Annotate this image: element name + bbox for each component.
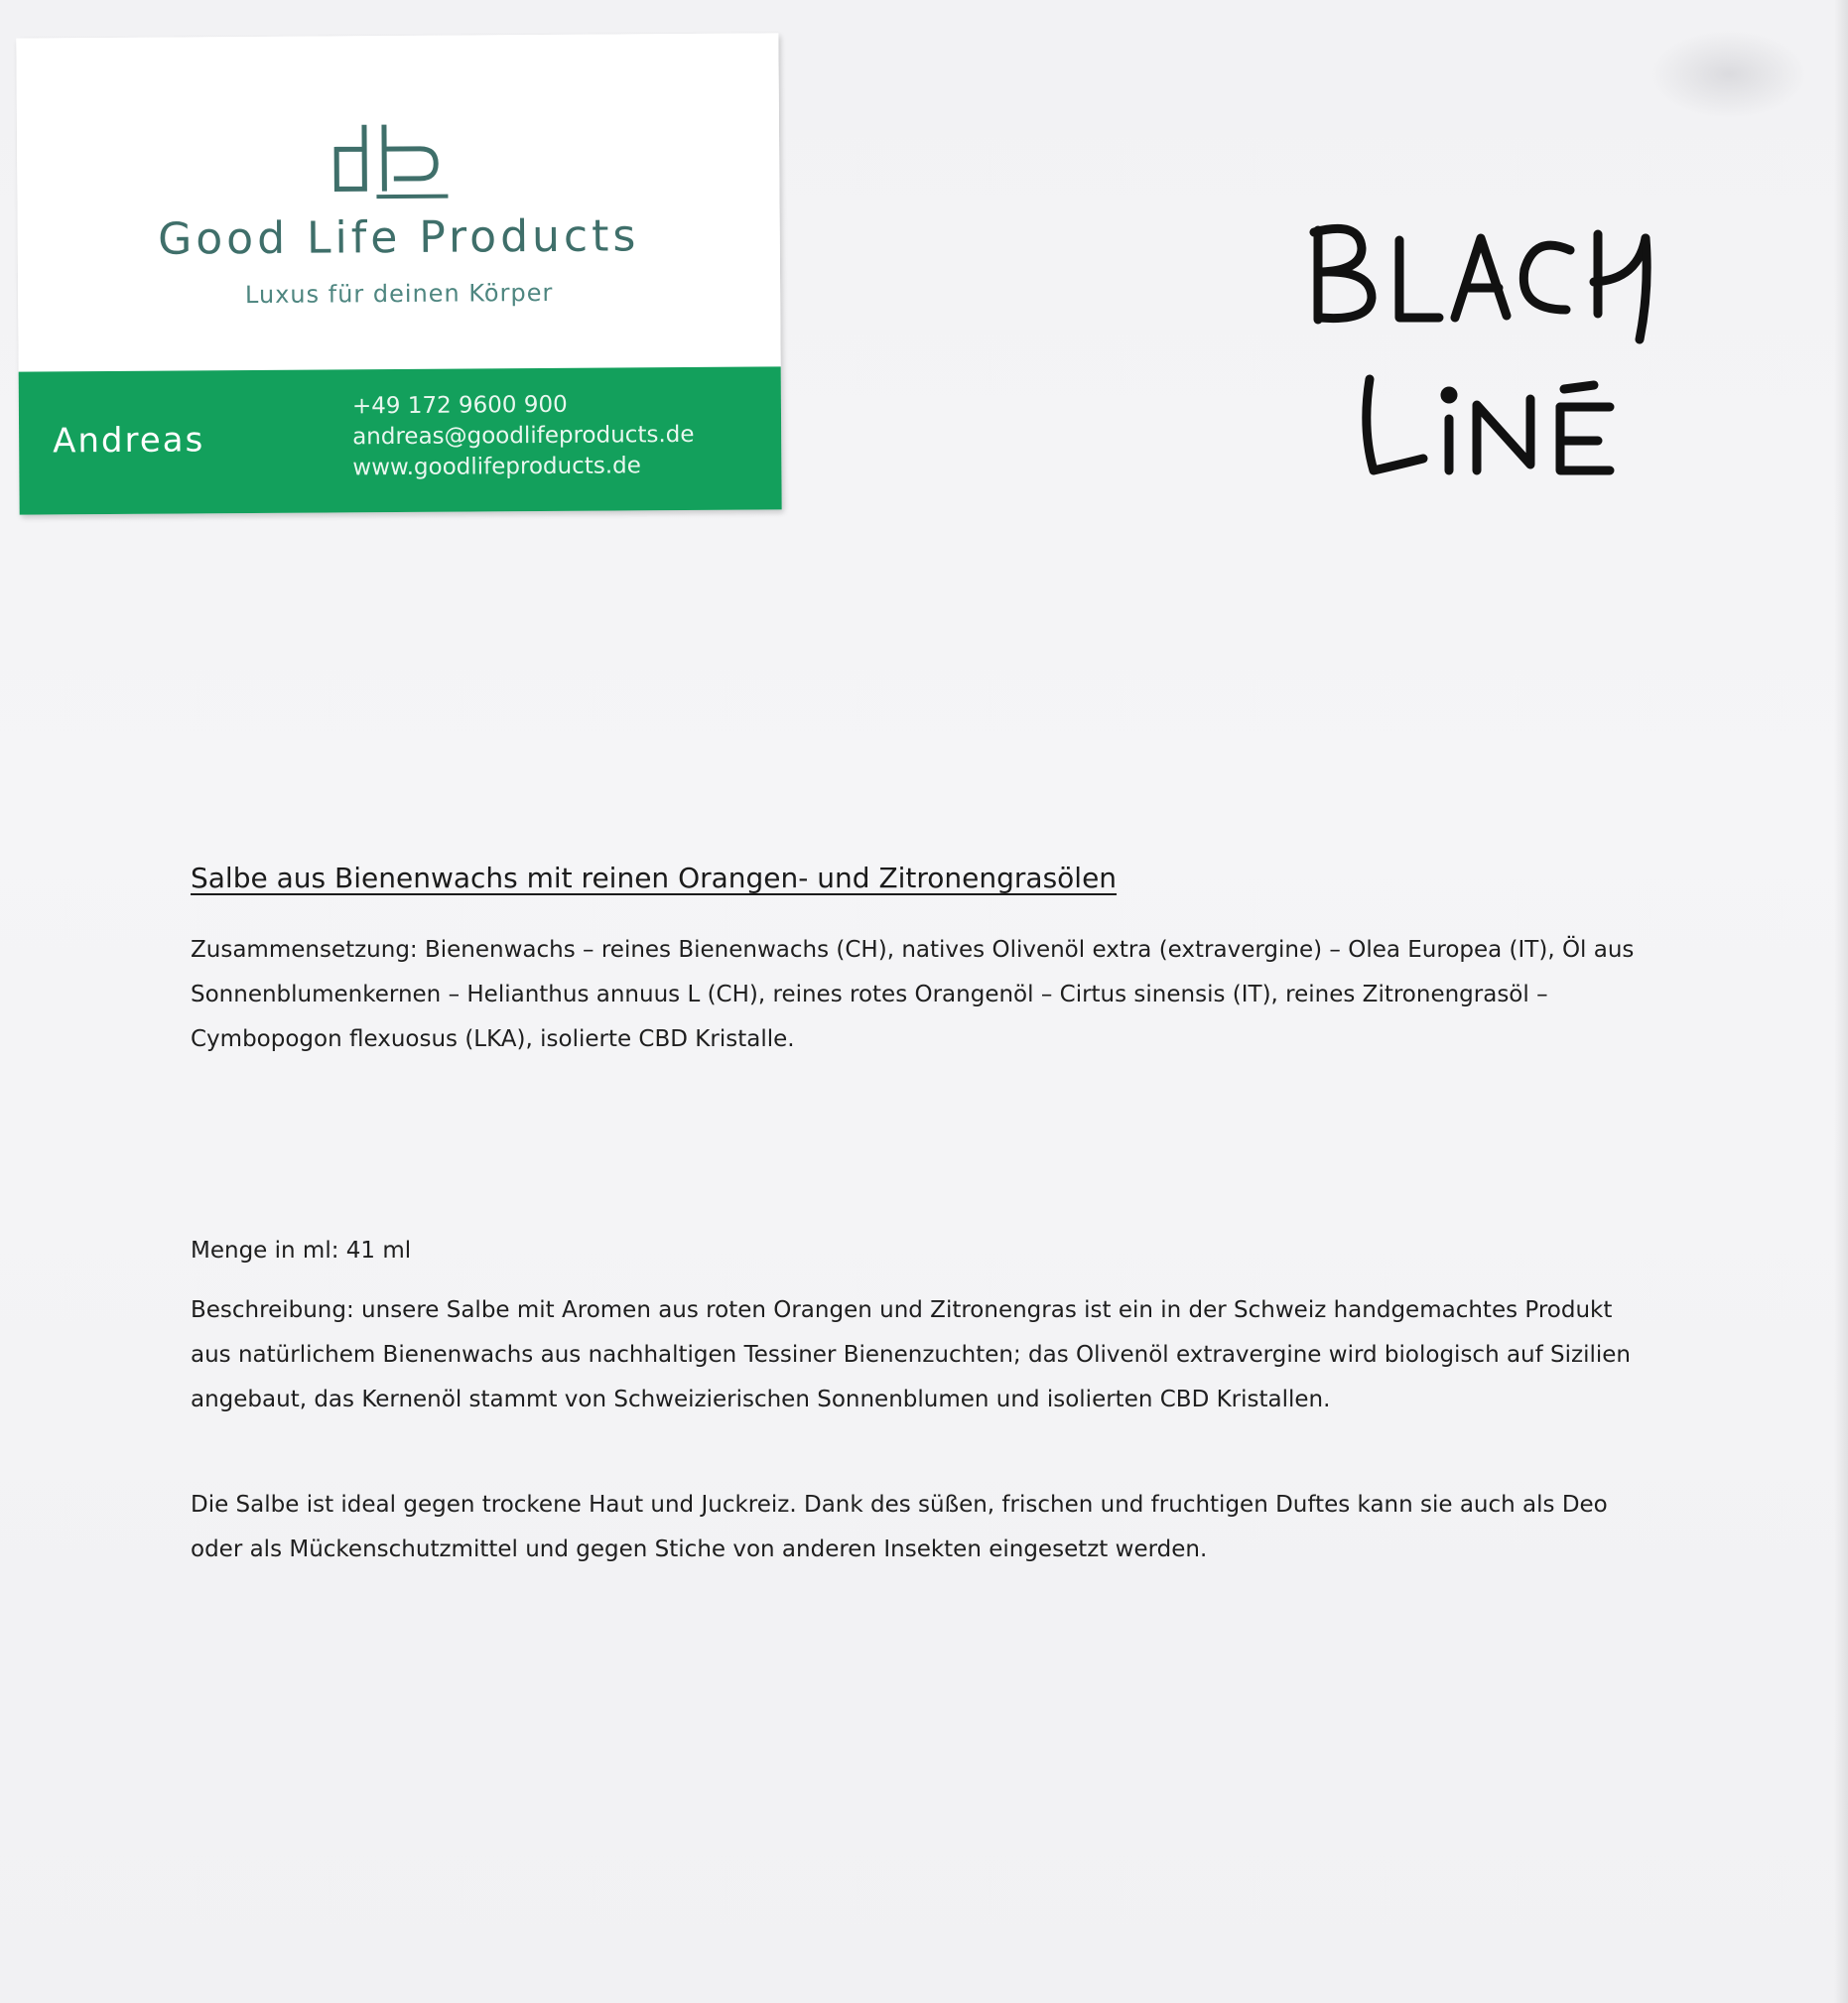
contact-name: Andreas [53, 420, 205, 462]
product-document [191, 862, 1650, 1562]
contact-details [352, 388, 770, 483]
brand-tagline: Luxus für deinen Körper [244, 278, 554, 310]
product-title: Salbe aus Bienenwachs mit reinen Orangen- und Zitronengrasölen [191, 862, 1118, 894]
contact-email: andreas@goodlifeproducts.de [352, 421, 695, 451]
business-card [16, 33, 781, 514]
brand-name: Good Life Products [158, 210, 640, 265]
composition-paragraph: Zusammensetzung: Bienenwachs – reines Bienenwachs (CH), natives Olivenöl extra (extravergine) – Olea Europea (IT), Öl aus Sonnenblumenkernen – Helianthus annuus L (CH), reines rotes Orangenöl – Cirtus sinensis (IT), reines Zitronengrasöl – Cymbopogon flexuosus (LKA), isolierte CBD Kristalle. [191, 937, 1635, 1052]
glp-monogram-icon [325, 108, 472, 208]
business-card-contact-band [19, 366, 782, 514]
quantity-line: Menge in ml: 41 ml [191, 1238, 412, 1264]
usage-paragraph: Die Salbe ist ideal gegen trockene Haut und Juckreiz. Dank des süßen, frischen und fruchtigen Duftes kann sie auch als Deo oder als Mückenschutzmittel und gegen Stiche von anderen Insekten eingesetzt werden. [191, 1492, 1608, 1562]
handwritten-black-line-label [1300, 210, 1717, 508]
business-card-top [16, 33, 780, 371]
description-paragraph: Beschreibung: unsere Salbe mit Aromen aus roten Orangen und Zitronengras ist ein in der Schweiz handgemachtes Produkt aus natürlichem Bienenwachs aus nachhaltigen Tessiner Bienenzuchten; das Olivenöl extravergine wird biologisch auf Sizilien angebaut, das Kernenöl stammt von Schweizierischen Sonnenblumen und isolierten CBD Kristallen. [191, 1297, 1631, 1412]
contact-phone: +49 172 9600 900 [351, 391, 568, 420]
contact-website: www.goodlifeproducts.de [352, 453, 641, 481]
